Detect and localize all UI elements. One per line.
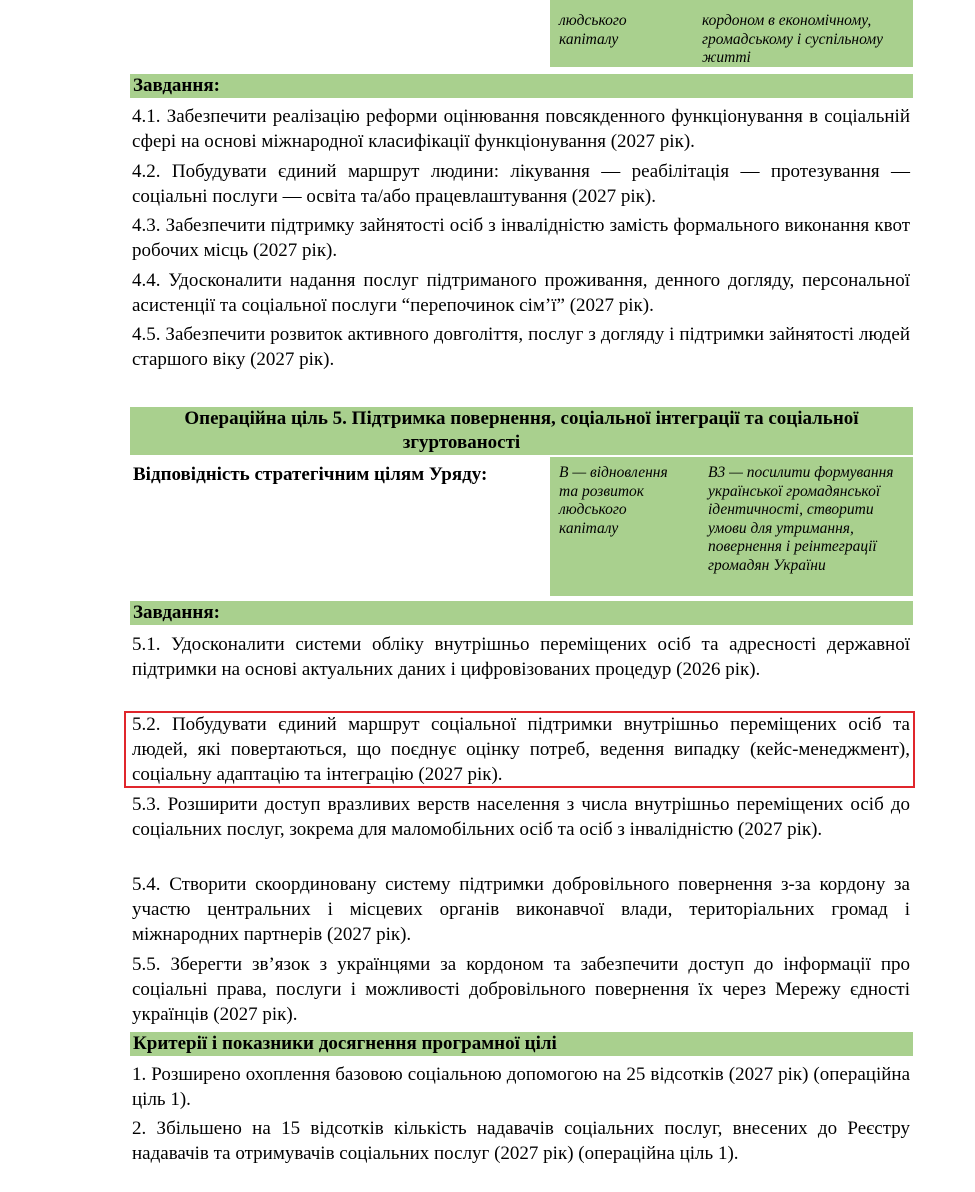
goal5-title — [130, 407, 913, 455]
task-4-2: 4.2. Побудувати єдиний маршрут людини: лікування — реабілітація — протезування — соціальні послуги — освіта та/або працевлаштування (2027 рік). — [132, 161, 910, 207]
goal5-alignment-right: В3 — посилити формування української громадянської ідентичності, створити умови для утримання, повернення і реінтеграції громадян України — [708, 464, 894, 574]
goal5-title-line2: згуртованості — [402, 432, 521, 453]
criterion-1: 1. Розширено охоплення базовою соціальною допомогою на 25 відсотків (2027 рік) (операційна ціль 1). — [132, 1064, 910, 1110]
task-4-5: 4.5. Забезпечити розвиток активного довголіття, послуг з догляду і підтримки зайнятості людей старшого віку (2027 рік). — [132, 324, 910, 370]
task-4-3: 4.3. Забезпечити підтримку зайнятості осіб з інвалідністю замість формального виконання квот робочих місць (2027 рік). — [132, 215, 910, 261]
task-5-4: 5.4. Створити скоординовану систему підтримки добровільного повернення з-за кордону за участю центральних і місцевих органів виконавчої влади, територіальних громад і міжнародних партнерів (2027 рік). — [132, 874, 910, 945]
top-table-cell-right: кордоном в економічному, громадському і суспільному житті — [702, 12, 884, 66]
task-5-2: 5.2. Побудувати єдиний маршрут соціальної підтримки внутрішньо переміщених осіб та людей, які повертаються, що поєднує оцінку потреб, ведення випадку (кейс-менеджмент), соціальну адаптацію та інтеграцію (2027 рік). — [132, 714, 910, 785]
goal5-title-line1: Операційна ціль 5. Підтримка повернення, соціальної інтеграції та соціальної — [184, 408, 859, 429]
goal5-alignment-label: Відповідність стратегічним цілям Уряду: — [133, 464, 488, 485]
highlight-box — [124, 711, 915, 788]
goal5-alignment-left: В — відновлення та розвиток людського капіталу — [559, 464, 668, 537]
tasks4-heading: Завдання: — [130, 74, 913, 98]
criterion-2: 2. Збільшено на 15 відсотків кількість надавачів соціальних послуг, внесених до Реєстру надавачів та отримувачів соціальних послуг (2027 рік) (операційна ціль 1). — [132, 1118, 910, 1164]
task-4-1: 4.1. Забезпечити реалізацію реформи оцінювання повсякденного функціонування в соціальній сфері на основі міжнародної класифікації функціонування (2027 рік). — [132, 106, 910, 152]
tasks5-heading: Завдання: — [130, 601, 913, 625]
task-5-3: 5.3. Розширити доступ вразливих верств населення з числа внутрішньо переміщених осіб до соціальних послуг, зокрема для маломобільних осіб та осіб з інвалідністю (2027 рік). — [132, 794, 910, 840]
top-table-cell-left: людського капіталу — [559, 12, 627, 48]
task-5-1: 5.1. Удосконалити системи обліку внутрішньо переміщених осіб та адресності державної підтримки на основі актуальних даних і цифровізованих процедур (2026 рік). — [132, 634, 910, 680]
criteria-heading: Критерії і показники досягнення програмної цілі — [130, 1032, 913, 1056]
task-5-5: 5.5. Зберегти зв’язок з українцями за кордоном та забезпечити доступ до інформації про соціальні права, послуги і можливості добровільного повернення їх через Мережу єдності українців (2027 рік). — [132, 954, 910, 1025]
task-4-4: 4.4. Удосконалити надання послуг підтриманого проживання, денного догляду, персональної асистенції та соціальної послуги “перепочинок сім’ї” (2027 рік). — [132, 270, 910, 316]
